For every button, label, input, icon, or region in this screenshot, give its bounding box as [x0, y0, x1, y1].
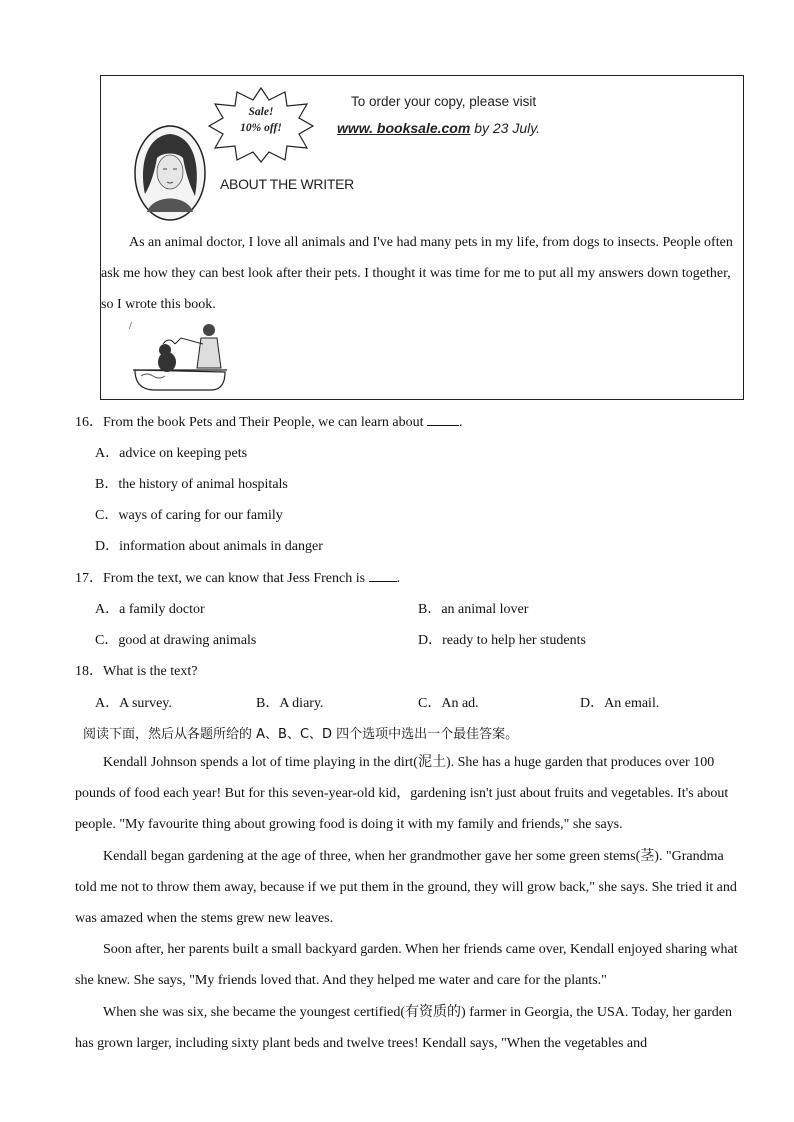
option-b[interactable]: B．an animal lover — [418, 602, 529, 617]
option-b[interactable]: B．the history of animal hospitals — [95, 477, 288, 492]
question-number: 17． — [75, 571, 103, 586]
ad-box — [100, 75, 744, 400]
question-stem: What is the text? — [103, 664, 198, 679]
passage-paragraph: Soon after, her parents built a small backyard garden. When her friends came over, Kendall enjoyed sharing what she knew. She says, "My friends loved that. And they helped me water and care for the plants." — [75, 942, 738, 988]
discount-label: 10% off! — [240, 122, 282, 134]
stem-end: . — [459, 415, 463, 430]
order-date: by 23 July. — [474, 120, 541, 136]
sale-label: Sale! — [248, 106, 274, 118]
option-a[interactable]: A．advice on keeping pets — [95, 446, 248, 461]
question-number: 18． — [75, 664, 103, 679]
passage-paragraph: Kendall Johnson spends a lot of time playing in the dirt(泥土). She has a huge garden that produces over 100 pounds of food each year! But for this seven-year-old kid，gardening isn't just about fruits and vegetables. It's about people. "My favourite thing about growing food is doing it with my family and friends," she says. — [75, 755, 729, 832]
question-18 — [75, 660, 197, 680]
pet-bath-illustration-icon — [131, 320, 227, 394]
question-number: 16． — [75, 415, 103, 430]
tick-mark: / — [129, 321, 132, 332]
order-url-link[interactable]: www. booksale.com — [337, 120, 471, 136]
passage-paragraph: Kendall began gardening at the age of three, when her grandmother gave her some green stems(茎). "Grandma told me not to throw them away, because if we put them in the ground, they will grow back," she says. She tried it and was amazed when the stems grew new leaves. — [75, 849, 737, 926]
option-a[interactable]: A．A survey. — [95, 696, 172, 711]
option-d[interactable]: D．ready to help her students — [418, 633, 586, 648]
order-line — [337, 120, 540, 136]
writer-portrait-icon — [133, 124, 207, 222]
option-d[interactable]: D．information about animals in danger — [95, 539, 323, 554]
question-17 — [75, 567, 400, 587]
question-16 — [75, 411, 463, 431]
answer-blank — [369, 569, 397, 582]
option-d[interactable]: D．An email. — [580, 696, 660, 711]
option-c[interactable]: C．good at drawing animals — [95, 633, 257, 648]
passage-paragraph: When she was six, she became the youngest certified(有资质的) farmer in Georgia, the USA. Today, her garden has grown larger, including sixty plant beds and twelve trees! Kendall says, "When the vegetables and — [75, 1005, 732, 1051]
stem-end: . — [396, 571, 401, 586]
writer-paragraph: As an animal doctor, I love all animals and I've had many pets in my life, from dogs to insects. People often ask me how they can best look after their pets. I thought it was time for me to put all my answers down together, so I wrote this book. — [101, 235, 733, 312]
question-stem: From the book Pets and Their People, we can learn about — [103, 415, 424, 430]
option-c[interactable]: C．ways of caring for our family — [95, 508, 283, 523]
option-c[interactable]: C．An ad. — [418, 696, 479, 711]
option-b[interactable]: B．A diary. — [256, 696, 324, 711]
reading-instruction: 阅读下面，然后从各题所给的 A、B、C、D 四个选项中选出一个最佳答案。 — [83, 727, 519, 742]
question-stem: From the text, we can know that Jess French is — [103, 571, 366, 586]
option-a[interactable]: A．a family doctor — [95, 602, 205, 617]
about-writer-heading: ABOUT THE WRITER — [220, 176, 354, 192]
answer-blank — [427, 413, 459, 426]
order-text: To order your copy, please visit — [351, 94, 537, 109]
